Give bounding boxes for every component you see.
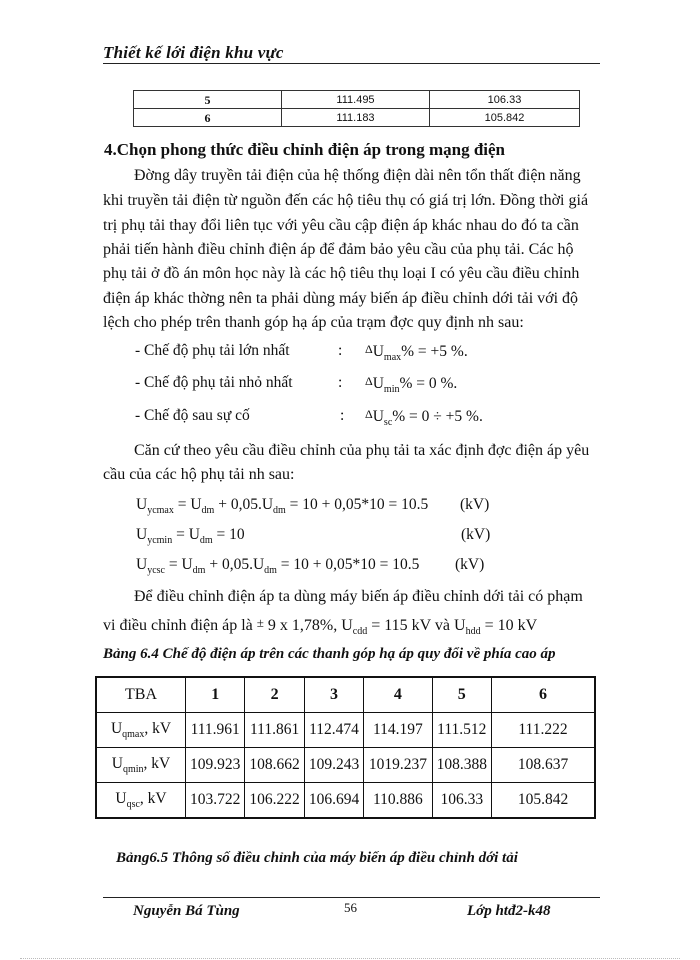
voltage-table	[95, 676, 596, 819]
equation-unit: (kV)	[455, 556, 485, 573]
paragraph-line: Căn cứ theo yêu cầu điều chỉnh của phụ tải ta xác định đợc điện áp yêu	[134, 442, 590, 459]
plus-minus-symbol: ±	[256, 615, 264, 630]
table-row	[96, 713, 595, 748]
column-header: 4	[364, 677, 432, 713]
column-header: 2	[245, 677, 304, 713]
row-header: $U_{qmax}$, kV	[96, 713, 186, 748]
mode-sep: :	[338, 374, 343, 391]
table-row	[96, 783, 595, 819]
mode-value: $\Delta U_{min}\% = 0$ %.	[365, 374, 458, 396]
row-label: 6	[134, 109, 282, 127]
footer-author: Nguyễn Bá Tùng	[133, 903, 240, 919]
table-caption: Bảng6.5 Thông số điều chỉnh của máy biến áp điều chỉnh dới tải	[116, 850, 518, 866]
row-label: 5	[134, 91, 282, 109]
column-header: 1	[186, 677, 245, 713]
mode-value: $\Delta U_{sc}\% = 0 \div +5$ %.	[365, 407, 483, 429]
equation: $U_{ycsc} = U_{dm} + 0,05.U_{dm} = 10 + 0,05*10 = 10.5$	[136, 556, 420, 577]
mode-label: - Chế độ phụ tải lớn nhất	[135, 342, 290, 359]
table-cell: 108.388	[432, 748, 491, 783]
page-edge-divider	[20, 958, 680, 959]
delta-symbol: Δ	[365, 407, 373, 421]
paragraph-line: phụ tải ở đồ án môn học này là các hộ tiêu thụ loại I có yêu cầu điều chỉnh	[103, 265, 580, 282]
page-header-title: Thiết kế lới điện khu vực	[103, 43, 284, 62]
paragraph-line: cầu của các hộ phụ tải nh sau:	[103, 466, 295, 483]
paragraph-line: Để điều chỉnh điện áp ta dùng máy biến áp điều chỉnh dới tải có phạm	[134, 588, 583, 605]
table-cell: 108.637	[492, 748, 596, 783]
table-cell: 105.842	[430, 109, 580, 127]
table-cell: 112.474	[304, 713, 363, 748]
table-caption: Bảng 6.4 Chế độ điện áp trên các thanh góp hạ áp quy đổi về phía cao áp	[103, 646, 556, 662]
page-number: 56	[344, 900, 357, 915]
row-header: $U_{qmin}$, kV	[96, 748, 186, 783]
paragraph-line: trị phụ tải thay đổi liên tục với yêu cầu cập điện áp khác nhau do đó ta cần	[103, 217, 579, 234]
table-cell: 111.861	[245, 713, 304, 748]
mode-sep: :	[340, 407, 345, 424]
paragraph-line: Đờng dây truyền tải điện của hệ thống điện dài nên tổn thất điện năng	[134, 167, 581, 184]
table-row	[96, 748, 595, 783]
column-header: TBA	[96, 677, 186, 713]
table-cell: 105.842	[492, 783, 596, 819]
table-cell: 111.961	[186, 713, 245, 748]
table-cell: 1019.237	[364, 748, 432, 783]
delta-symbol: Δ	[365, 342, 373, 356]
table-cell: 109.923	[186, 748, 245, 783]
equation-unit: (kV)	[461, 526, 491, 543]
mode-value: $\Delta U_{max}\% = +5$ %.	[365, 342, 468, 364]
mode-label: - Chế độ sau sự cố	[135, 407, 250, 424]
table-cell: 109.243	[304, 748, 363, 783]
mode-sep: :	[338, 342, 343, 359]
footer-class: Lớp htđ2-k48	[467, 903, 551, 919]
equation: $U_{ycmin} = U_{dm} = 10$	[136, 526, 245, 547]
table-row	[134, 91, 580, 109]
table-row	[134, 109, 580, 127]
table-cell: 106.222	[245, 783, 304, 819]
table-cell: 111.222	[492, 713, 596, 748]
table-cell: 111.495	[282, 91, 430, 109]
paragraph-line: vi điều chỉnh điện áp là ± 9 x 1,78%, $U_{cdd} = 115$ kV và $U_{hdd} = 10$ kV	[103, 615, 538, 638]
equation-unit: (kV)	[460, 496, 490, 513]
delta-symbol: Δ	[365, 374, 373, 388]
row-header: $U_{qsc}$, kV	[96, 783, 186, 819]
table-cell: 111.512	[432, 713, 491, 748]
section-heading: 4.Chọn phong thức điều chỉnh điện áp trong mạng điện	[104, 140, 506, 159]
column-header: 5	[432, 677, 491, 713]
table-cell: 110.886	[364, 783, 432, 819]
table-cell: 103.722	[186, 783, 245, 819]
equation: $U_{ycmax} = U_{dm} + 0,05.U_{dm} = 10 + 0,05*10 = 10.5$	[136, 496, 429, 517]
paragraph-line: phải tiến hành điều chỉnh điện áp để đảm bảo yêu cầu của phụ tải. Các hộ	[103, 241, 574, 258]
paragraph-line: điện áp khác thờng nên ta phải dùng máy biến áp điều chỉnh dới tải với độ	[103, 290, 579, 307]
table-header-row	[96, 677, 595, 713]
footer-rule	[103, 897, 600, 898]
header-rule	[103, 63, 600, 64]
column-header: 3	[304, 677, 363, 713]
table-cell: 114.197	[364, 713, 432, 748]
table-cell: 111.183	[282, 109, 430, 127]
mode-label: - Chế độ phụ tải nhỏ nhất	[135, 374, 293, 391]
table-cell: 106.33	[432, 783, 491, 819]
table-cell: 108.662	[245, 748, 304, 783]
top-table	[133, 90, 580, 127]
column-header: 6	[492, 677, 596, 713]
table-cell: 106.694	[304, 783, 363, 819]
table-cell: 106.33	[430, 91, 580, 109]
paragraph-line: khi truyền tải điện từ nguồn đến các hộ tiêu thụ có giá trị lớn. Đồng thời giá	[103, 192, 589, 209]
paragraph-line: lệch cho phép trên thanh góp hạ áp của trạm đợc quy định nh sau:	[103, 314, 524, 331]
